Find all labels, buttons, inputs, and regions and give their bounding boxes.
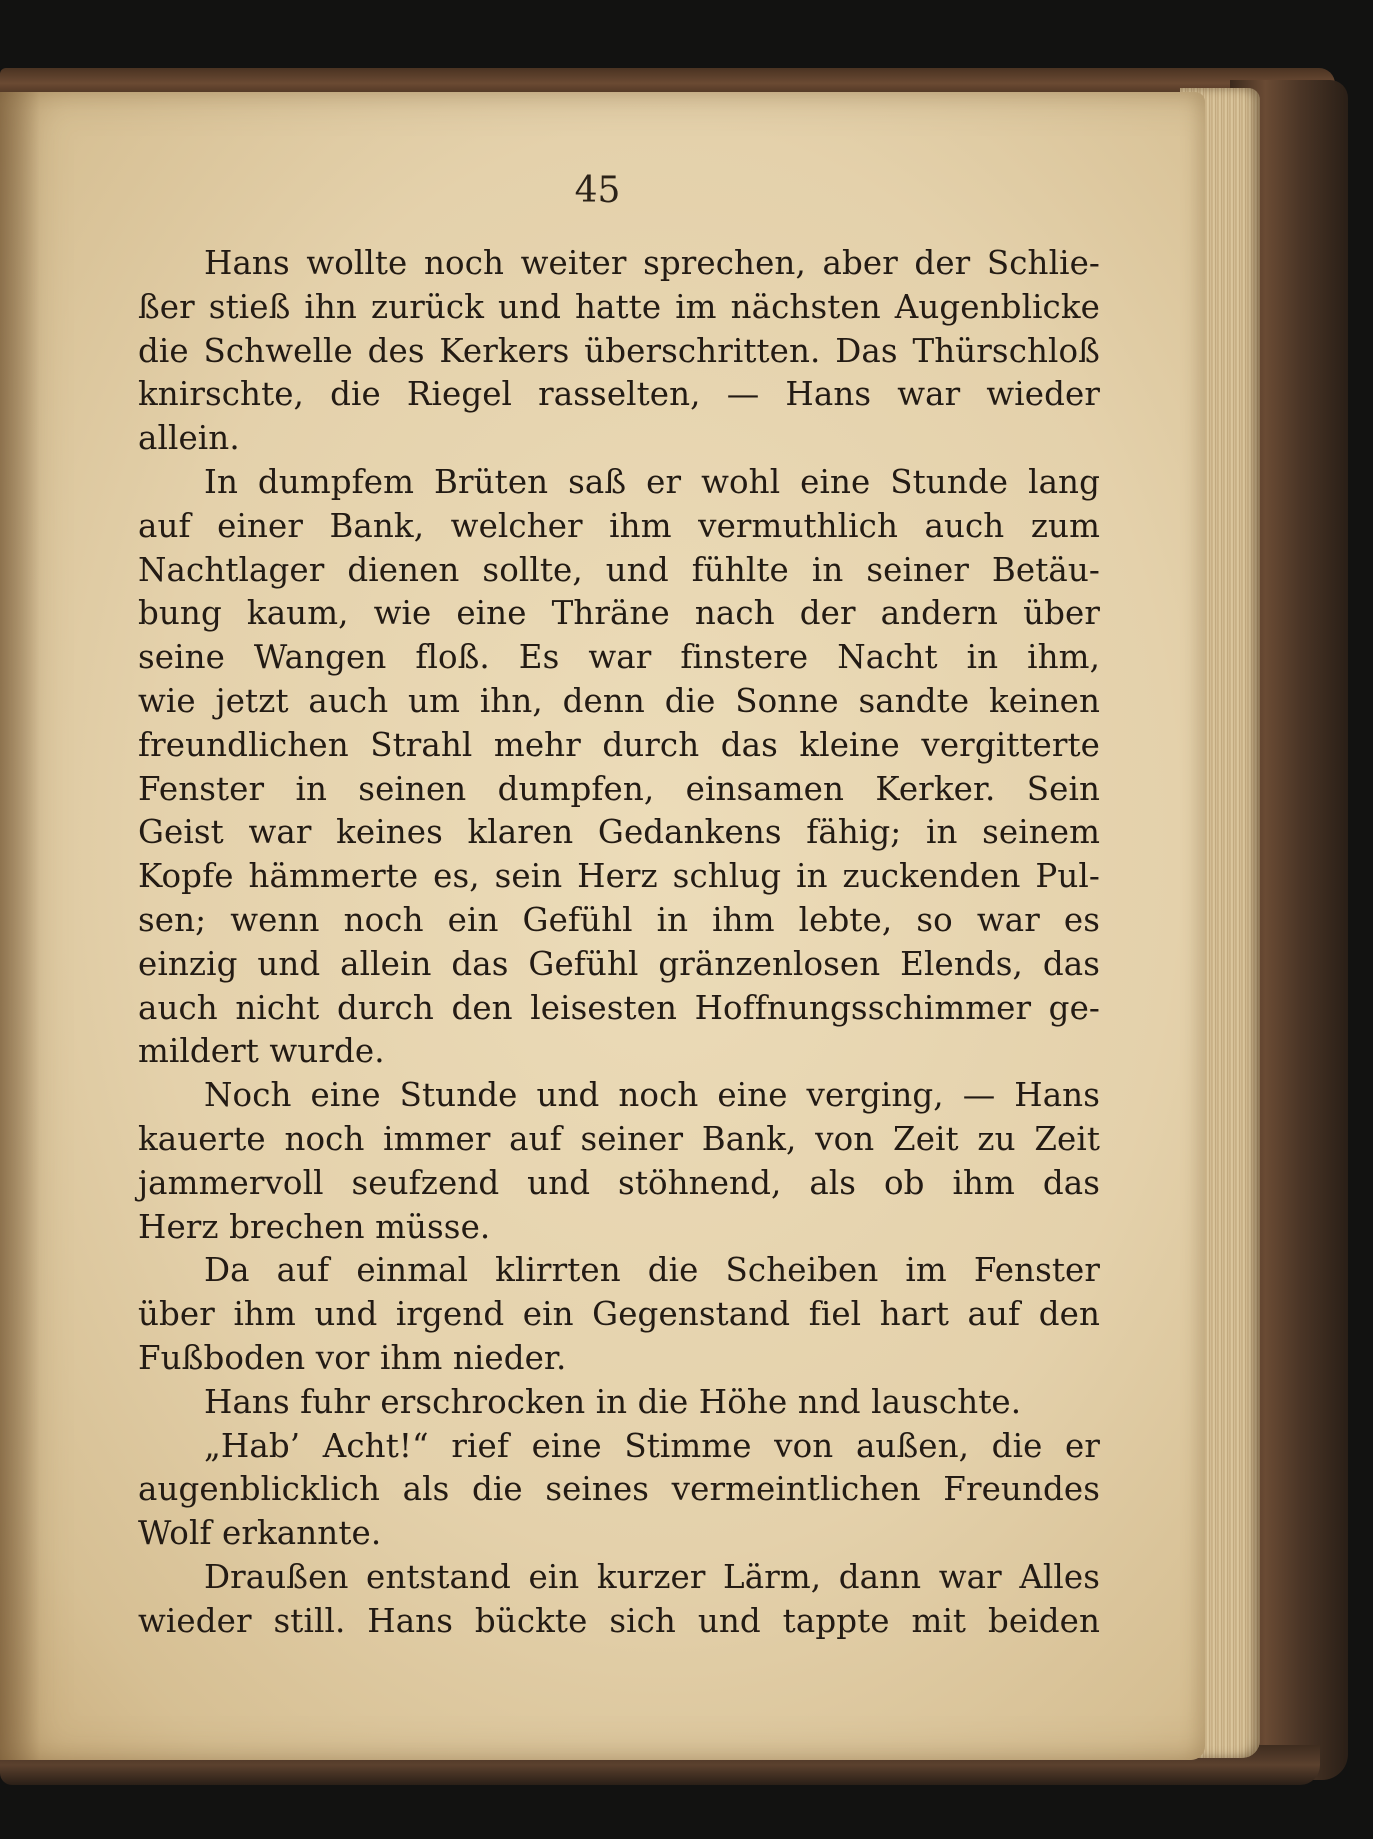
text-line: die Schwelle des Kerkers überschritten. Das Thürschloß (138, 331, 1100, 370)
text-line: knirschte, die Riegel rasselten, — Hans war wieder (138, 375, 1100, 414)
text-line: allein. (138, 419, 240, 458)
page-number: 45 (574, 170, 621, 211)
text-line: Fußboden vor ihm nieder. (138, 1338, 567, 1377)
text-line: Kopfe hämmerte es, sein Herz schlug in zuckenden Pul- (138, 857, 1100, 896)
text-line: „Hab’ Acht!“ rief eine Stimme von außen, die er (204, 1426, 1100, 1465)
text-line: einzig und allein das Gefühl gränzenlosen Elends, das (138, 944, 1100, 983)
book-page (0, 92, 1205, 1760)
text-line: auf einer Bank, welcher ihm vermuthlich auch zum (138, 506, 1100, 545)
text-line: auch nicht durch den leisesten Hoffnungsschimmer ge- (138, 988, 1100, 1027)
text-line: bung kaum, wie eine Thräne nach der andern über (138, 594, 1100, 633)
text-line: kauerte noch immer auf seiner Bank, von Zeit zu Zeit (138, 1119, 1100, 1158)
text-line: Hans fuhr erschrocken in die Höhe nnd lauschte. (204, 1382, 1022, 1421)
text-line: Noch eine Stunde und noch eine verging, — Hans (204, 1076, 1100, 1115)
text-line: Geist war keines klaren Gedankens fähig; in seinem (138, 813, 1100, 852)
text-line: sen; wenn noch ein Gefühl in ihm lebte, so war es (138, 900, 1100, 939)
text-line: wie jetzt auch um ihn, denn die Sonne sandte keinen (138, 681, 1100, 720)
body-text (138, 242, 1100, 1644)
text-line: augenblicklich als die seines vermeintlichen Freundes (138, 1470, 1100, 1509)
text-line: freundlichen Strahl mehr durch das kleine vergitterte (138, 725, 1100, 764)
text-line: Nachtlager dienen sollte, und fühlte in seiner Betäu- (138, 550, 1100, 589)
text-line: In dumpfem Brüten saß er wohl eine Stunde lang (204, 462, 1100, 501)
text-line: ßer stieß ihn zurück und hatte im nächsten Augenblicke (138, 287, 1100, 326)
gutter-shadow (0, 92, 40, 1760)
text-line: Herz brechen müsse. (138, 1207, 491, 1246)
text-line: Hans wollte noch weiter sprechen, aber der Schlie- (204, 244, 1100, 282)
text-line: wieder still. Hans bückte sich und tappte mit beiden (138, 1601, 1100, 1640)
text-line: mildert wurde. (138, 1032, 385, 1071)
text-line: jammervoll seufzend und stöhnend, als ob ihm das (138, 1163, 1100, 1202)
text-line: Wolf erkannte. (138, 1514, 382, 1553)
text-line: über ihm und irgend ein Gegenstand fiel hart auf den (138, 1295, 1100, 1334)
text-line: Draußen entstand ein kurzer Lärm, dann war Alles (204, 1557, 1100, 1596)
text-line: seine Wangen floß. Es war finstere Nacht in ihm, (138, 638, 1100, 677)
text-line: Da auf einmal klirrten die Scheiben im Fenster (204, 1251, 1100, 1290)
text-line: Fenster in seinen dumpfen, einsamen Kerker. Sein (138, 769, 1100, 808)
